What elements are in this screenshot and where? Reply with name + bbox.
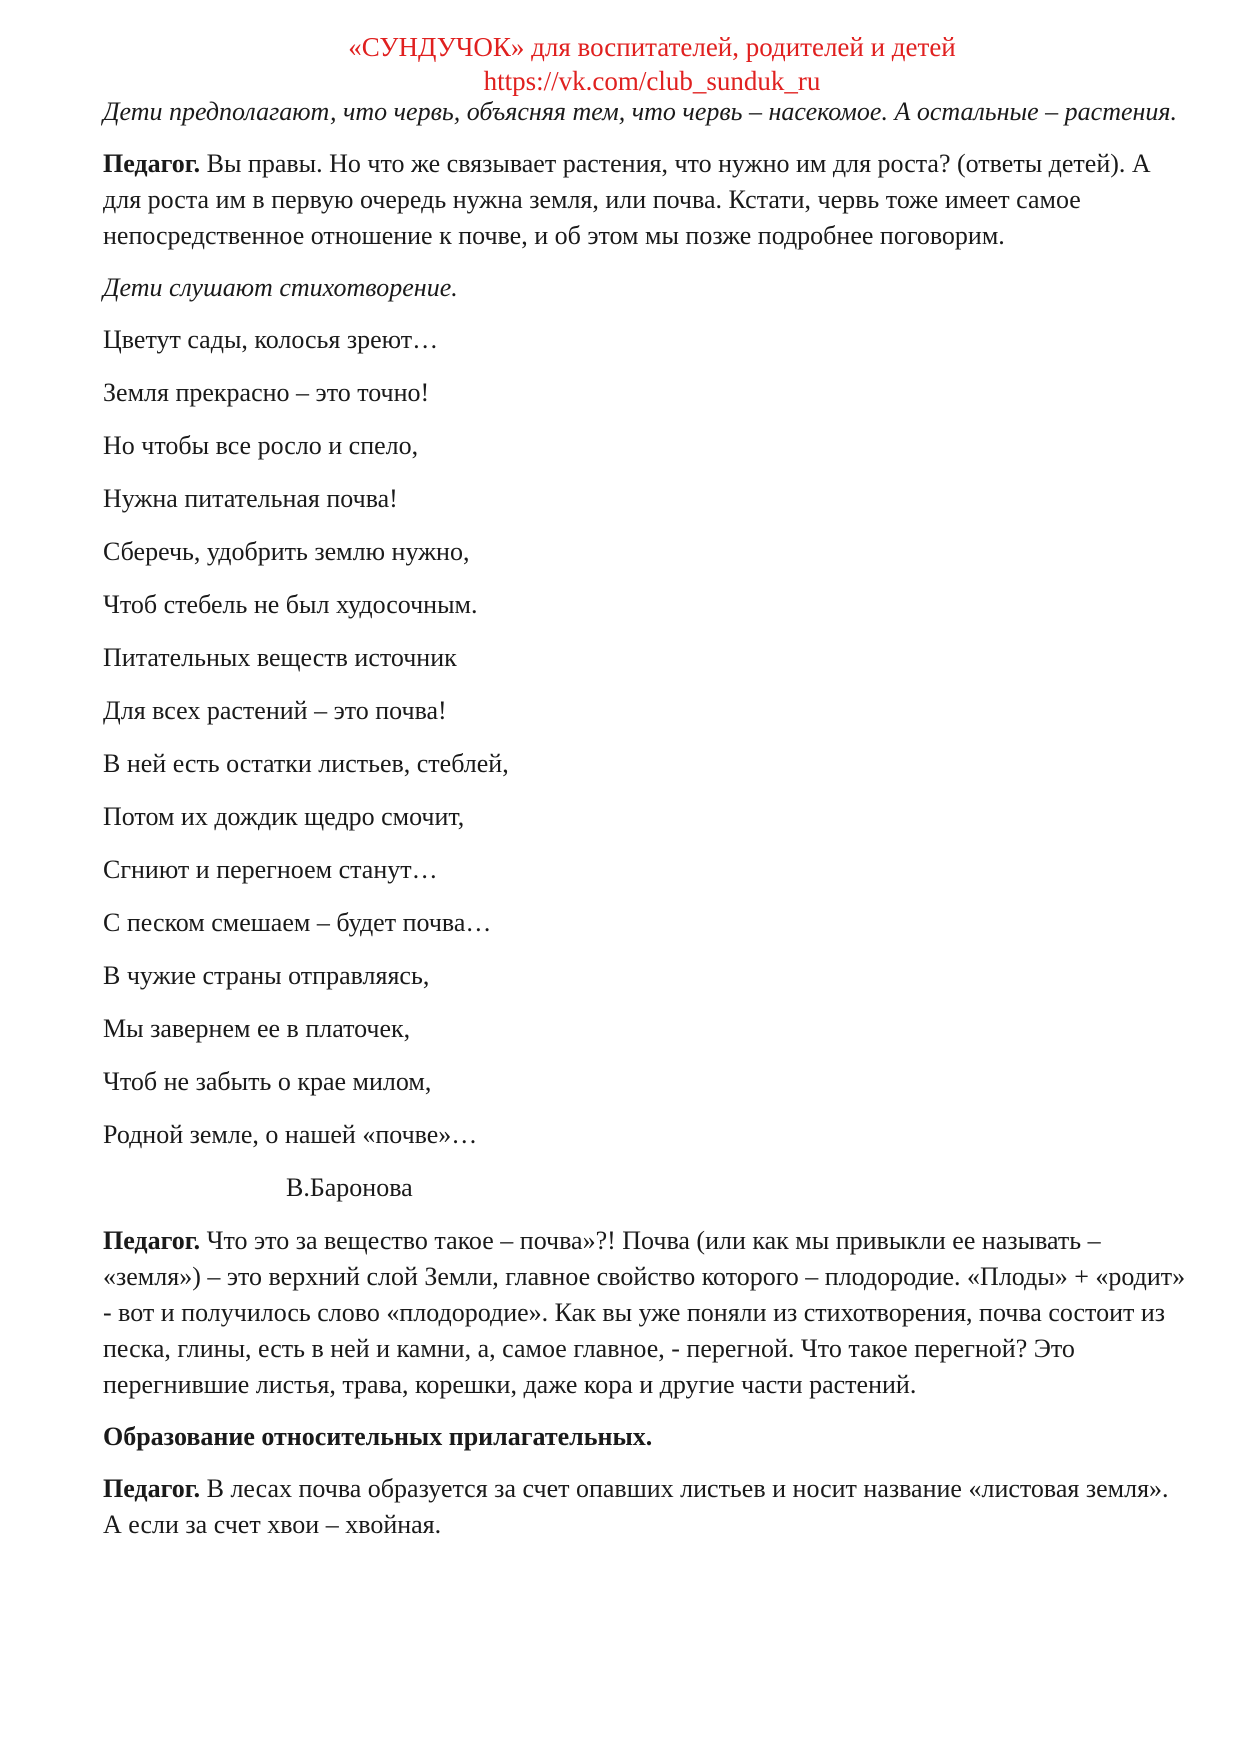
teacher-paragraph-2 xyxy=(103,1223,1188,1403)
page-header xyxy=(0,30,1240,98)
poem-line: В ней есть остатки листьев, стеблей, xyxy=(103,749,509,778)
poem-line: Нужна питательная почва! xyxy=(103,484,398,513)
poem-line: Цветут сады, колосья зреют… xyxy=(103,325,439,354)
document-body xyxy=(103,94,1188,1559)
poem-line: Сберечь, удобрить землю нужно, xyxy=(103,537,470,566)
paragraph-text: Что это за вещество такое – почва»?! Почва (или как мы привыкли ее называть – «земля») – это верхний слой Земли, главное свойство которого – плодородие. «Плоды» + «родит» - вот и получилось слово «плодородие». Как вы уже поняли из стихотворения, почва состоит из песка, глины, есть в ней и камни, а, самое главное, - перегной. Что такое перегной? Это перегнившие листья, трава, корешки, даже кора и другие части растений. xyxy=(103,1226,1186,1399)
poem-line: Земля прекрасно – это точно! xyxy=(103,378,430,407)
poem-line: Но чтобы все росло и спело, xyxy=(103,431,419,460)
poem-line: Сгниют и перегноем станут… xyxy=(103,855,438,884)
teacher-paragraph-1 xyxy=(103,146,1188,254)
poem-line: Чтоб не забыть о крае милом, xyxy=(103,1067,432,1096)
section-heading: Образование относительных прилагательных. xyxy=(103,1422,653,1451)
poem-line: Чтоб стебель не был худосочным. xyxy=(103,590,478,619)
poem-line: Родной земле, о нашей «почве»… xyxy=(103,1120,478,1149)
speaker-label: Педагог. xyxy=(103,1474,201,1503)
listen-paragraph: Дети слушают стихотворение. xyxy=(103,273,458,302)
teacher-paragraph-3 xyxy=(103,1471,1188,1543)
poem-line: Для всех растений – это почва! xyxy=(103,696,447,725)
poem-line: Потом их дождик щедро смочит, xyxy=(103,802,465,831)
poem-line: С песком смешаем – будет почва… xyxy=(103,908,492,937)
speaker-label: Педагог. xyxy=(103,1226,201,1255)
poem-line: В чужие страны отправляясь, xyxy=(103,961,430,990)
speaker-label: Педагог. xyxy=(103,149,201,178)
poem-line: Питательных веществ источник xyxy=(103,643,457,672)
header-title: «СУНДУЧОК» для воспитателей, родителей и детей xyxy=(348,32,956,62)
paragraph-text: В лесах почва образуется за счет опавших листьев и носит название «листовая земля». А если за счет хвои – хвойная. xyxy=(103,1474,1169,1539)
paragraph-text: Вы правы. Но что же связывает растения, что нужно им для роста? (ответы детей). А для роста им в первую очередь нужна земля, или почва. Кстати, червь тоже имеет самое непосредственное отношение к почве, и об этом мы позже подробнее поговорим. xyxy=(103,149,1151,250)
poem xyxy=(103,322,1188,1153)
poem-author: В.Баронова xyxy=(286,1173,413,1202)
header-url[interactable]: https://vk.com/club_sunduk_ru xyxy=(483,66,821,96)
intro-paragraph: Дети предполагают, что червь, объясняя тем, что червь – насекомое. А остальные – растения. xyxy=(103,97,1178,126)
poem-line: Мы завернем ее в платочек, xyxy=(103,1014,411,1043)
